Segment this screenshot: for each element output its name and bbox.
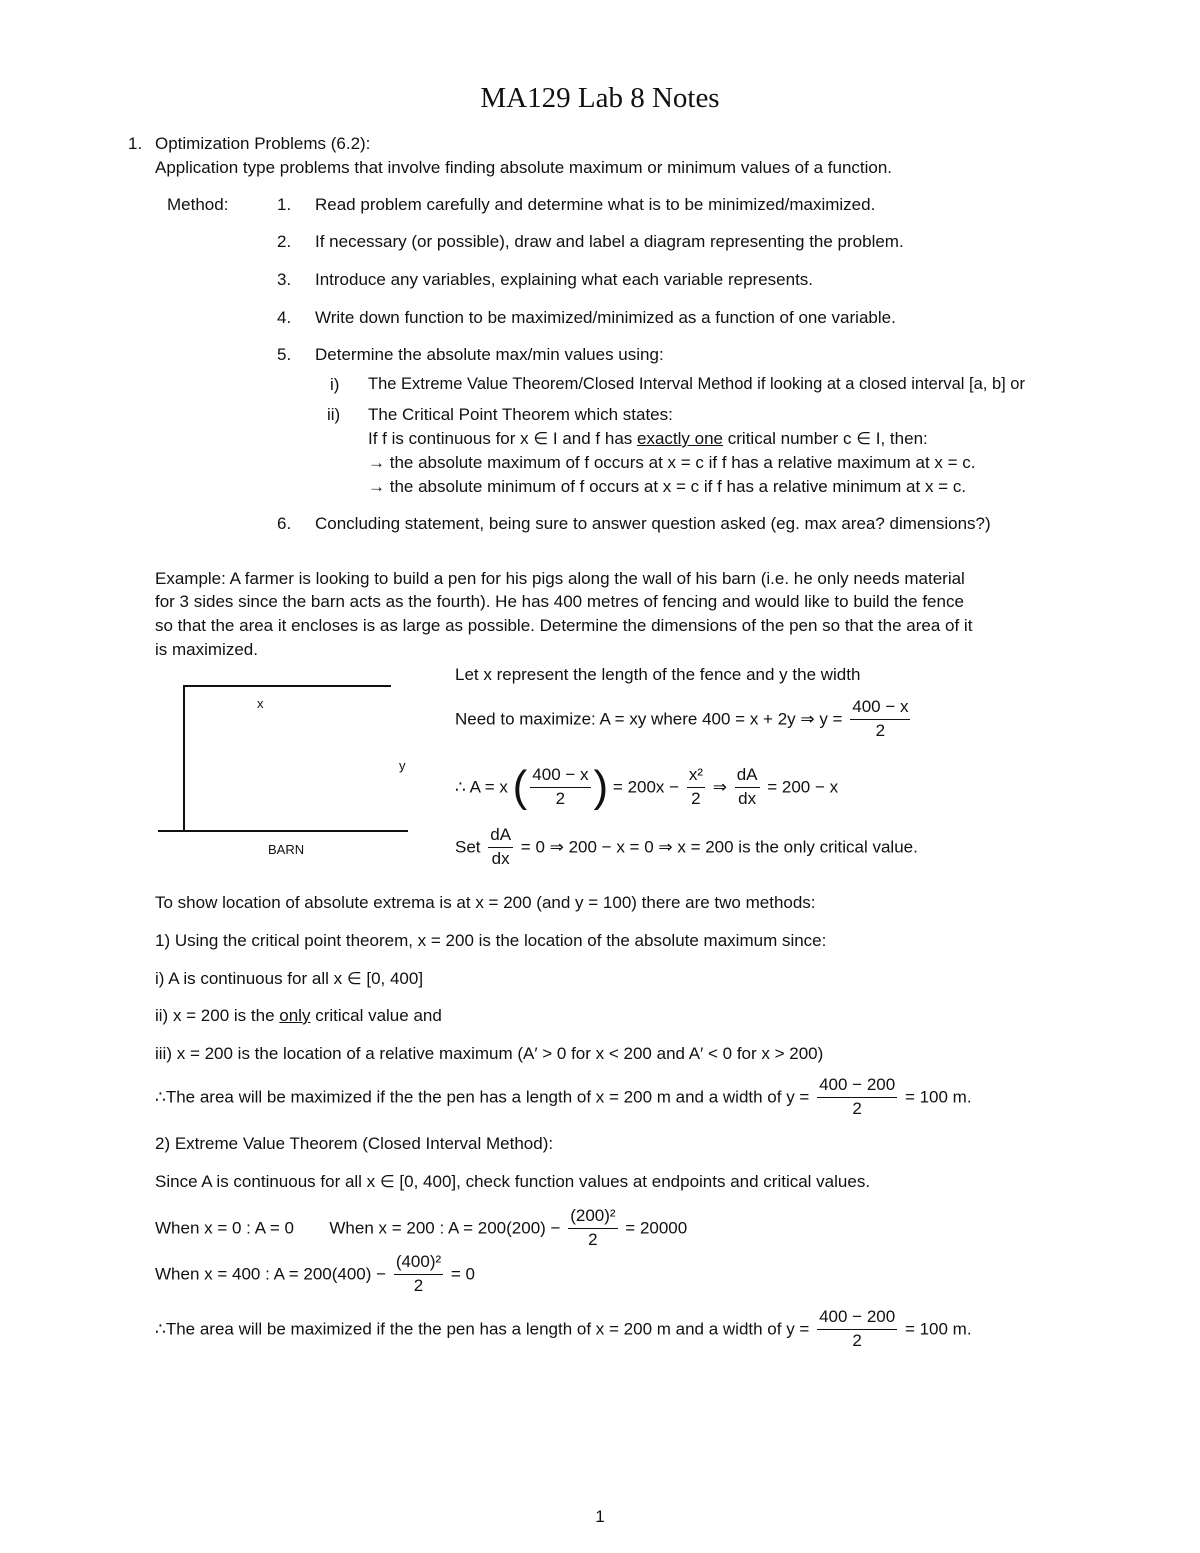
step-text: Read problem carefully and determine what is to be minimized/maximized.: [315, 195, 876, 214]
example-line: Example: A farmer is looking to build a pen for his pigs along the wall of his barn (i.e. he only needs material: [155, 569, 965, 588]
step-number: 5.: [277, 345, 292, 364]
method-label: Method:: [167, 195, 229, 214]
label-y: y: [399, 758, 406, 773]
example-line: is maximized.: [155, 640, 258, 659]
step-text: Introduce any variables, explaining what each variable represents.: [315, 270, 814, 289]
maximize-equation: Need to maximize: A = xy where 400 = x + 2y ⇒ y = $\frac{400 - x}{2}$: [455, 697, 909, 740]
substep-number: ii): [327, 405, 341, 424]
step-number: 3.: [277, 270, 292, 289]
label-barn: BARN: [268, 842, 305, 857]
section-intro: Application type problems that involve finding absolute maximum or minimum values of a function.: [155, 158, 893, 177]
evaluation-row: When x = 0 : A = 0 When x = 200 : A = 200(200) − $\frac{\text{(200)²}}{2}$ = 20000: [155, 1206, 688, 1249]
step-number: 4.: [277, 308, 292, 327]
cpt-min: → the absolute minimum of f occurs at x = c if f has a relative minimum at x = c.: [368, 477, 967, 496]
step-number: 1.: [277, 195, 292, 214]
barn-wall: [158, 830, 408, 832]
page-number: 1: [595, 1507, 605, 1526]
example-line: so that the area it encloses is as large as possible. Determine the dimensions of the pen so that the area of it: [155, 616, 973, 635]
section-number: 1.: [128, 134, 143, 153]
critical-value-equation: Set $\frac{dA}{dx}$ = 0 ⇒ 200 − x = 0 ⇒ x = 200 is the only critical value.: [455, 825, 918, 868]
step-text: Concluding statement, being sure to answer question asked (eg. max area? dimensions?): [315, 514, 991, 533]
methods-intro: To show location of absolute extrema is at x = 200 (and y = 100) there are two methods:: [155, 893, 816, 912]
step-number: 6.: [277, 514, 292, 533]
area-equation: ∴ A = x ( $\frac{400 - x}{2}$ ) = 200x − $\frac{\text{x²}}{2}$ ⇒ $\frac{dA}{dx}$ = 200 − x: [455, 762, 839, 811]
method-two: 2) Extreme Value Theorem (Closed Interval Method):: [155, 1134, 554, 1153]
condition-three: iii) x = 200 is the location of a relative maximum (A′ > 0 for x < 200 and A′ < 0 for x > 200): [155, 1044, 824, 1063]
cpt-statement: If f is continuous for x ∈ I and f has exactly one critical number c ∈ I, then:: [368, 429, 928, 448]
conclusion-one: ∴The area will be maximized if the the pen has a length of x = 200 m and a width of y = $\frac{400 - 200}{2}$ = 100 m.: [155, 1075, 972, 1118]
substep-number: i): [330, 375, 340, 394]
step-text: If necessary (or possible), draw and label a diagram representing the problem.: [315, 232, 904, 251]
label-x: x: [257, 696, 264, 711]
section-heading: Optimization Problems (6.2):: [155, 134, 371, 153]
evt-statement: Since A is continuous for all x ∈ [0, 400], check function values at endpoints and critical values.: [155, 1172, 871, 1191]
cpt-max: → the absolute maximum of f occurs at x = c if f has a relative maximum at x = c.: [368, 453, 976, 472]
fence-top: [183, 685, 391, 687]
substep-text: The Critical Point Theorem which states:: [368, 405, 673, 424]
step-number: 2.: [277, 232, 292, 251]
method-one: 1) Using the critical point theorem, x = 200 is the location of the absolute maximum since:: [155, 931, 827, 950]
example-line: for 3 sides since the barn acts as the fourth). He has 400 metres of fencing and would like to build the fence: [155, 592, 964, 611]
page-title: MA129 Lab 8 Notes: [480, 82, 720, 114]
conclusion-two: ∴The area will be maximized if the the pen has a length of x = 200 m and a width of y = $\frac{400 - 200}{2}$ = 100 m.: [155, 1307, 972, 1350]
fence-left: [183, 685, 185, 831]
let-statement: Let x represent the length of the fence and y the width: [455, 665, 861, 684]
evaluation-row: When x = 400 : A = 200(400) − $\frac{\text{(400)²}}{2}$ = 0: [155, 1252, 476, 1295]
condition-two: ii) x = 200 is the only critical value and: [155, 1006, 442, 1025]
step-text: Determine the absolute max/min values using:: [315, 345, 664, 364]
condition-one: i) A is continuous for all x ∈ [0, 400]: [155, 969, 424, 988]
step-text: Write down function to be maximized/minimized as a function of one variable.: [315, 308, 896, 327]
substep-text: The Extreme Value Theorem/Closed Interval Method if looking at a closed interval [a, b] or: [368, 375, 1025, 393]
